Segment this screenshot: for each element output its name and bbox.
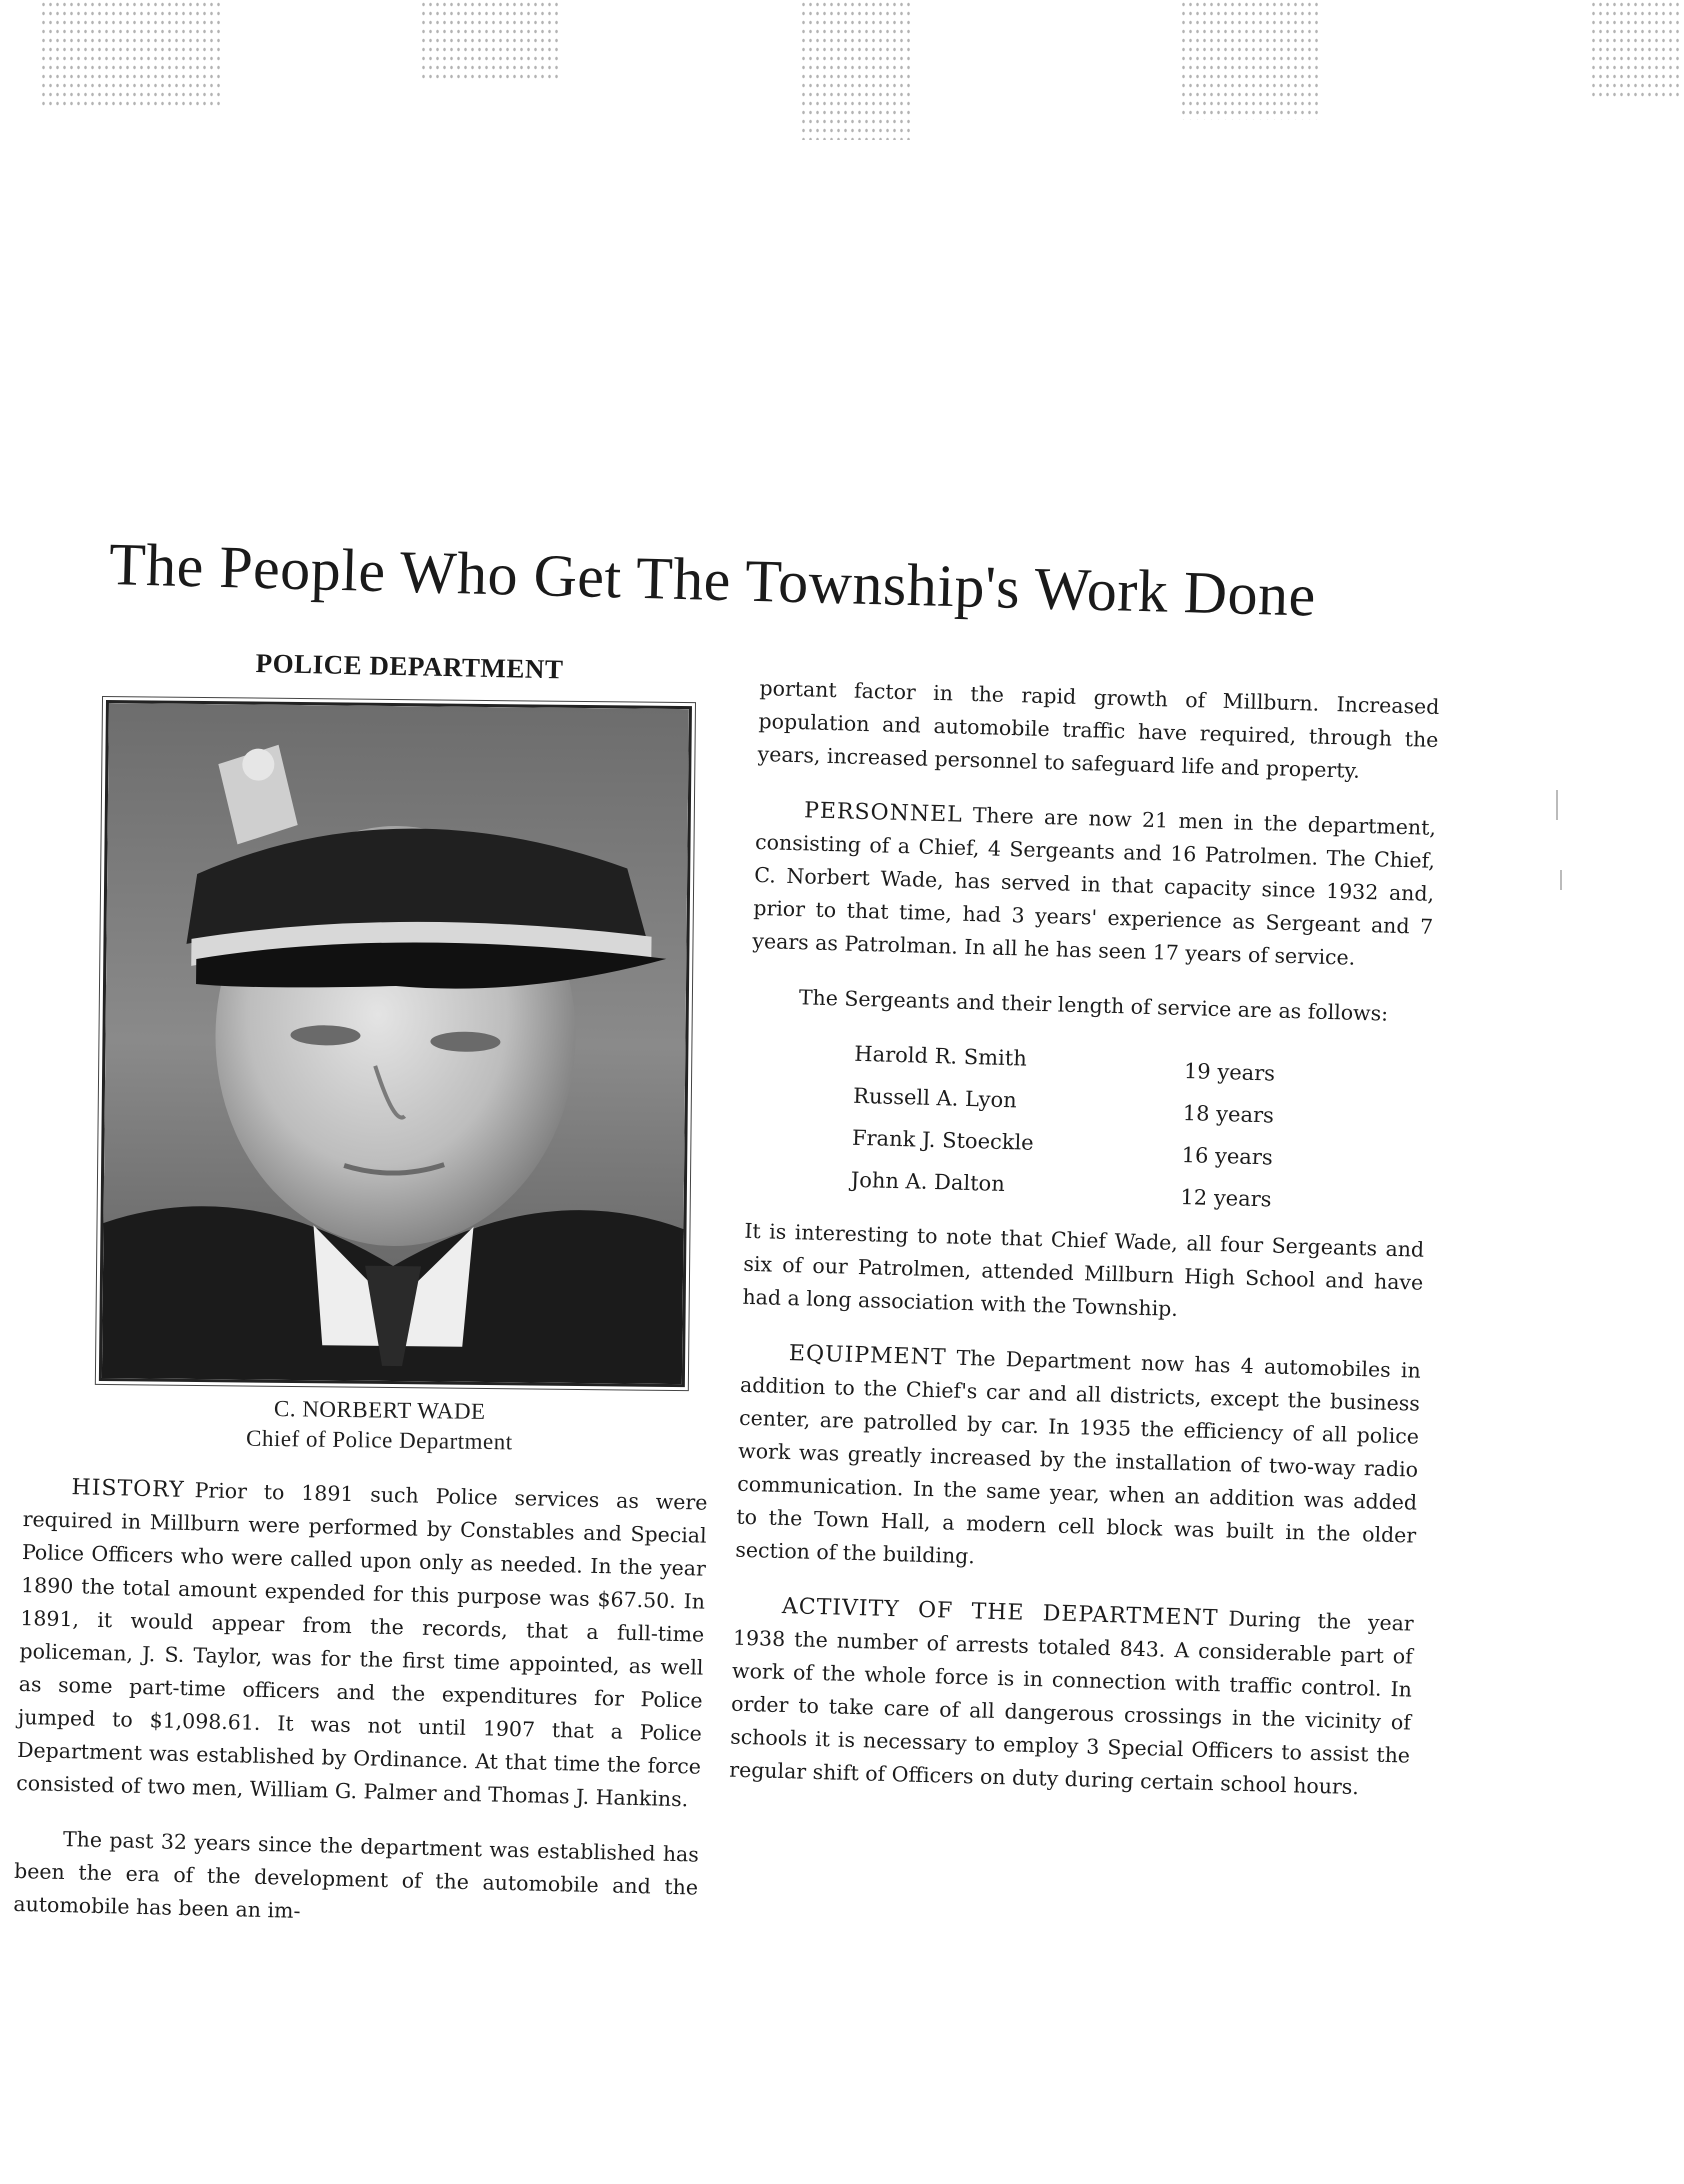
history-paragraph-2: The past 32 years since the department was established has been the era of the development of the automobile and the automobile has been an im- <box>13 1827 700 1923</box>
portrait-photo-icon <box>102 703 689 1384</box>
activity-paragraph <box>729 1589 1414 1806</box>
left-column <box>12 1470 707 1960</box>
personnel-lead: PERSONNEL <box>803 798 964 828</box>
page-headline: The People Who Get The Township's Work Done <box>108 530 1317 629</box>
history-paragraph <box>16 1470 708 1817</box>
sergeants-intro: The Sergeants and their length of service are as follows: <box>798 985 1389 1026</box>
photo-caption <box>129 1392 630 1459</box>
section-title: POLICE DEPARTMENT <box>255 648 564 685</box>
equipment-text: The Department now has 4 automobiles in addition to the Chief's car and all districts, except the business center, are patrolled by car. In 1935 the efficiency of all police work was greatly increased by the installation of two-way radio communication. In the same year, when an addition was added to the Town Hall, a modern cell block was built in the older section of the building. <box>735 1345 1422 1569</box>
equipment-lead: EQUIPMENT <box>788 1341 947 1371</box>
scan-noise-right <box>1180 0 1320 120</box>
sergeant-name: John A. Dalton <box>850 1167 1006 1197</box>
sergeant-name: Russell A. Lyon <box>852 1083 1018 1113</box>
history-text: Prior to 1891 such Police services as were required in Millburn were performed by Constables and Special Police Officers who were called upon only as needed. In the year 1890 the total amount expended for this purpose was $67.50. In 1891, it would appear from the records, that a full-time policeman, J. S. Taylor, was for the first time appointed, as well as some part-time officers and the expenditures for Police jumped to $1,098.61. It was not until 1907 that a Police Department was established by Ordinance. At that time the force consisted of two men, William G. Palmer and Thomas J. Hankins. <box>16 1478 708 1812</box>
chief-portrait-photo <box>99 700 692 1387</box>
caption-title: Chief of Police Department <box>245 1425 513 1455</box>
equipment-paragraph <box>735 1336 1421 1586</box>
sergeant-years: 19 years <box>1183 1058 1276 1086</box>
activity-lead: ACTIVITY OF THE DEPARTMENT <box>781 1593 1219 1632</box>
right-column <box>728 672 1439 1828</box>
scan-noise-far-right <box>1590 0 1680 100</box>
sergeants-list <box>850 1038 1429 1220</box>
sergeant-years: 16 years <box>1181 1142 1274 1170</box>
margin-mark <box>1560 870 1562 890</box>
interesting-note-paragraph: It is interesting to note that Chief Wade, all four Sergeants and six of our Patrolmen, attended Millburn High School and have had a long association with the Township. <box>742 1218 1425 1321</box>
activity-text: During the year 1938 the number of arrests totaled 843. A considerable part of work of the whole force is in connection with traffic control. In order to take care of all dangerous crossings in the vicinity of schools it is necessary to employ 3 Special Officers to assist the regular shift of Officers on duty during certain school hours. <box>729 1606 1415 1800</box>
caption-name: C. NORBERT WADE <box>273 1396 486 1424</box>
scan-noise-left <box>40 0 220 110</box>
sergeant-years: 18 years <box>1182 1100 1275 1128</box>
sergeant-name: Frank J. Stoeckle <box>851 1125 1035 1155</box>
sergeant-years: 12 years <box>1180 1184 1272 1212</box>
continuation-paragraph: portant factor in the rapid growth of Millburn. Increased population and automobile traffic have required, through the years, increased personnel to safeguard life and property. <box>757 675 1440 783</box>
margin-mark <box>1556 790 1558 820</box>
sergeant-name: Harold R. Smith <box>854 1041 1028 1071</box>
scan-noise-center <box>800 0 910 140</box>
personnel-paragraph <box>752 793 1436 977</box>
personnel-text: There are now 21 men in the department, consisting of a Chief, 4 Sergeants and 16 Patrolmen. The Chief, C. Norbert Wade, has served in that capacity since 1932 and, prior to that time, had 3 years' experience as Sergeant and 7 years as Patrolman. In all he has seen 17 years of service. <box>752 803 1437 970</box>
history-lead: HISTORY <box>71 1475 185 1503</box>
scan-noise-mid <box>420 0 560 80</box>
